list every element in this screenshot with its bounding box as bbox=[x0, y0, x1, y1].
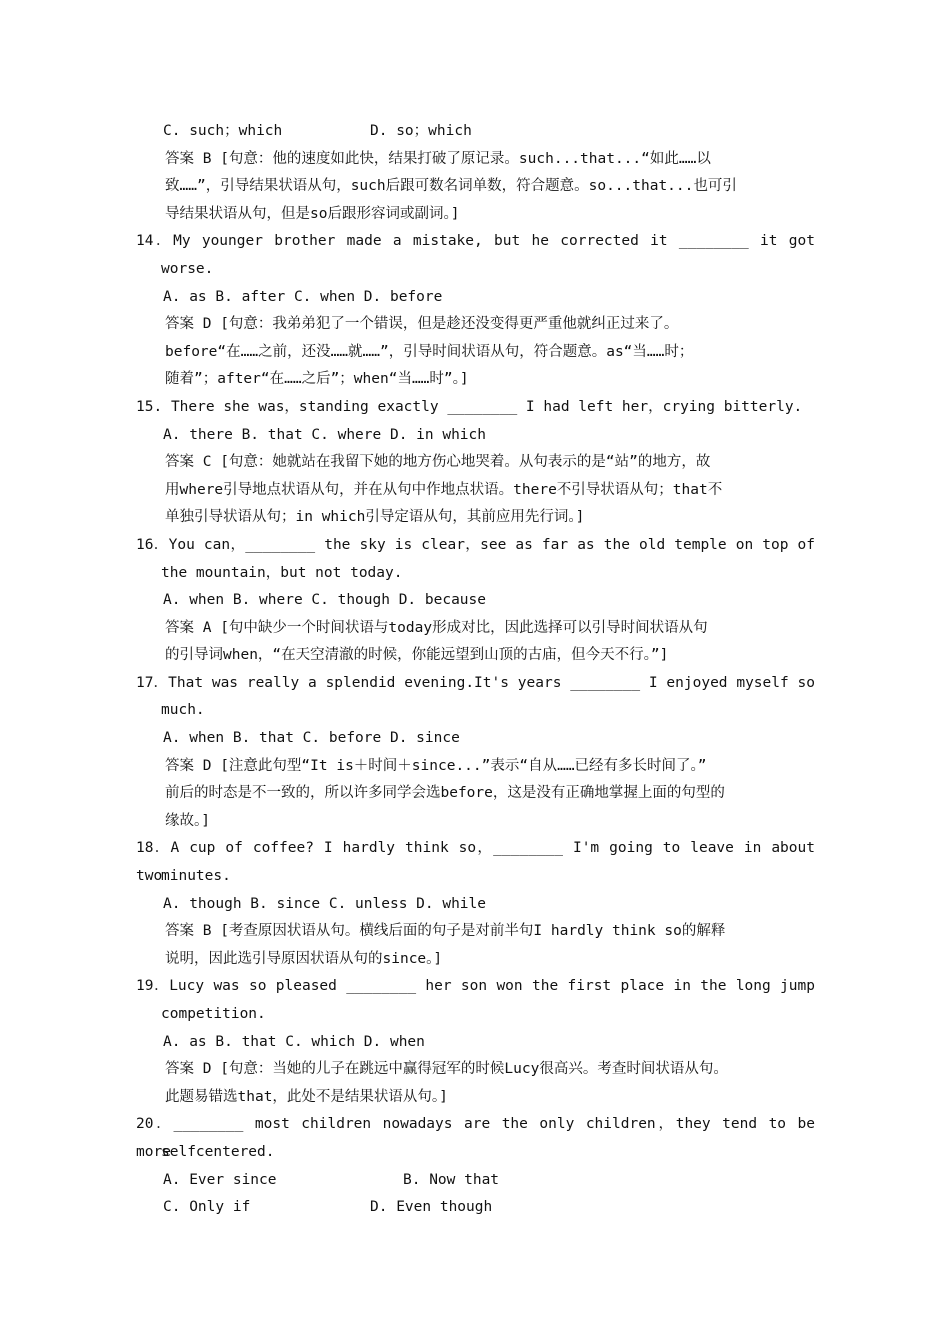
q13-answer-line: 致……”，引导结果状语从句，such后跟可数名词单数，符合题意。so...that...也可引 bbox=[165, 178, 737, 195]
q16-options: A. when B. where C. though D. because bbox=[163, 592, 487, 609]
q20-options-cd bbox=[0, 1194, 950, 1222]
worksheet-page bbox=[0, 118, 950, 1222]
q20-stem-cont: selfcentered. bbox=[161, 1143, 275, 1160]
q16-number: 16． bbox=[136, 536, 169, 553]
q18-number: 18． bbox=[136, 840, 171, 857]
q19-stem-text: Lucy was so pleased ________ her son won the first place in the long jump bbox=[169, 978, 815, 995]
q14-number: 14． bbox=[136, 233, 174, 250]
q19-options: A. as B. that C. which D. when bbox=[163, 1033, 425, 1050]
q16-stem-cont: the mountain，but not today. bbox=[161, 564, 403, 581]
q14-answer-line: before“在……之前，还没……就……”，引导时间状语从句，符合题意。as“当……时； bbox=[165, 343, 694, 360]
q20-options-ab bbox=[0, 1167, 950, 1195]
q13-option-d: D. so；which bbox=[370, 123, 472, 139]
q19-stem-cont: competition. bbox=[161, 1006, 266, 1022]
q17-options: A. when B. that C. before D. since bbox=[163, 730, 460, 747]
q15-answer-line: 单独引导状语从句；in which引导定语从句，其前应用先行词。] bbox=[165, 509, 585, 526]
q14-stem-text: My younger brother made a mistake, but he corrected it ________ it got bbox=[173, 233, 815, 250]
q20-option-a: A. Ever since bbox=[163, 1171, 277, 1188]
q18-answer-line: 说明，因此选引导原因状语从句的since。] bbox=[165, 950, 443, 967]
q17-stem-cont: much. bbox=[161, 702, 205, 719]
q20-option-b: B. Now that bbox=[403, 1171, 500, 1188]
q16-answer-line: 的引导词when，“在天空清澈的时候，你能远望到山顶的古庙，但今天不行。”] bbox=[165, 647, 669, 664]
q20-option-c: C. Only if bbox=[163, 1199, 251, 1216]
q17-stem bbox=[0, 670, 950, 698]
q17-answer-line: 答案 D [注意此句型“It is＋时间＋since...”表示“自从……已经有多长时间了。” bbox=[165, 757, 707, 774]
q18-options: A. though B. since C. unless D. while bbox=[163, 895, 487, 912]
q13-options bbox=[0, 118, 950, 146]
q14-answer-line: 随着”；after“在……之后”；when“当……时”。] bbox=[165, 371, 469, 388]
q20-stem-text: ________ most children nowadays are the only children，they tend to be more bbox=[136, 1116, 816, 1160]
q15-answer-line: 答案 C [句意：她就站在我留下她的地方伤心地哭着。从句表示的是“站”的地方，故 bbox=[165, 454, 711, 471]
q14-stem-cont: worse. bbox=[161, 260, 214, 277]
q15-stem-text: There she was，standing exactly ________ I had left her，crying bitterly. bbox=[170, 398, 803, 415]
q15-options: A. there B. that C. where D. in which bbox=[163, 426, 487, 443]
q15-number: 15. bbox=[136, 398, 163, 415]
q20-number: 20． bbox=[136, 1116, 174, 1133]
q18-answer-line: 答案 B [考查原因状语从句。横线后面的句子是对前半句I hardly think so的解释 bbox=[165, 923, 726, 940]
q18-stem-text: A cup of coffee? I hardly think so，________ I'm going to leave in about two bbox=[136, 840, 815, 885]
q17-number: 17． bbox=[136, 674, 169, 691]
q13-option-c: C. such；which bbox=[163, 123, 283, 139]
q13-answer-line: 导结果状语从句，但是so后跟形容词或副词。] bbox=[165, 205, 460, 222]
q17-answer-line: 前后的时态是不一致的，所以许多同学会选before，这是没有正确地掌握上面的句型的 bbox=[165, 785, 725, 802]
q17-stem-text: That was really a splendid evening.It's years ________ I enjoyed myself so bbox=[168, 674, 815, 691]
q13-answer-line: 答案 B [句意：他的速度如此快，结果打破了原记录。such...that...“如此……以 bbox=[165, 150, 711, 167]
q16-answer-line: 答案 A [句中缺少一个时间状语与today形成对比，因此选择可以引导时间状语从句 bbox=[165, 619, 708, 636]
q20-option-d: D. Even though bbox=[370, 1199, 493, 1216]
q14-answer-line: 答案 D [句意：我弟弟犯了一个错误，但是趁还没变得更严重他就纠正过来了。 bbox=[165, 316, 679, 333]
q19-answer-line: 答案 D [句意：当她的儿子在跳远中赢得冠军的时候Lucy很高兴。考查时间状语从句。 bbox=[165, 1061, 728, 1078]
q19-answer-line: 此题易错选that，此处不是结果状语从句。] bbox=[165, 1088, 448, 1105]
q15-answer-line: 用where引导地点状语从句，并在从句中作地点状语。there不引导状语从句；that不 bbox=[165, 481, 723, 498]
q14-options: A. as B. after C. when D. before bbox=[163, 288, 443, 305]
q18-stem-cont: minutes. bbox=[161, 868, 231, 885]
q17-answer-line: 缘故。] bbox=[165, 812, 210, 829]
q15-stem bbox=[0, 394, 950, 422]
q19-stem bbox=[0, 973, 950, 1001]
q16-stem-text: You can，________ the sky is clear，see as far as the old temple on top of bbox=[168, 536, 815, 553]
q14-stem bbox=[0, 228, 950, 256]
q16-stem bbox=[0, 532, 950, 560]
q19-number: 19． bbox=[136, 978, 170, 995]
